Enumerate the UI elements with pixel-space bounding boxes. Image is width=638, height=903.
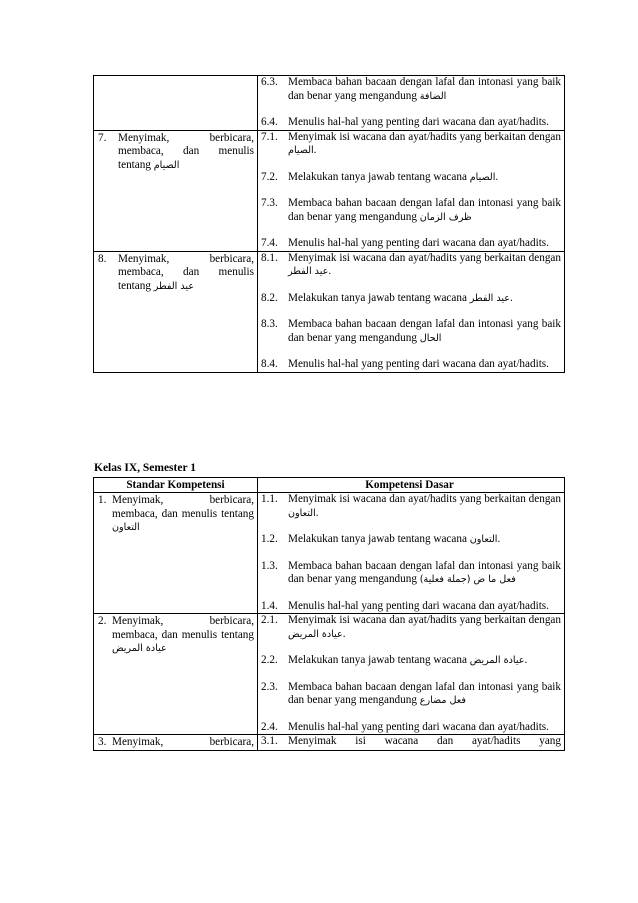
standar-kompetensi-cell xyxy=(94,735,258,751)
kd-item xyxy=(258,560,561,587)
kd-item xyxy=(258,533,561,547)
kompetensi-dasar-cell xyxy=(258,614,565,735)
kd-item xyxy=(258,318,561,345)
sk-number: 2. xyxy=(98,615,107,627)
table-row xyxy=(94,251,565,372)
kompetensi-dasar-cell xyxy=(258,735,565,751)
arabic-term: الحال xyxy=(419,332,442,344)
arabic-term: التعاون xyxy=(288,507,316,519)
kd-text: Membaca bahan bacaan dengan lafal dan intonasi yang baik dan benar yang mengandung الحال xyxy=(288,318,561,344)
kd-number: 8.4. xyxy=(261,358,278,370)
kd-text: Menulis hal-hal yang penting dari wacana dan ayat/hadits. xyxy=(288,720,549,733)
section-caption: Kelas IX, Semester 1 xyxy=(94,462,196,474)
kd-item xyxy=(258,735,561,749)
sk-item xyxy=(94,493,257,535)
kd-number: 1.3. xyxy=(261,559,278,572)
header-kompetensi-dasar: Kompetensi Dasar xyxy=(258,478,565,493)
kd-number: 6.4. xyxy=(261,116,278,128)
arabic-term: الصيام xyxy=(288,145,314,156)
sk-number: 8. xyxy=(98,252,107,265)
kd-item xyxy=(258,654,561,668)
sk-text: Menyimak, berbicara, membaca, dan menulis tentang عيادة المريض xyxy=(112,615,254,654)
kd-number: 2.2. xyxy=(261,654,278,666)
arabic-term: عيادة المريض xyxy=(469,655,525,666)
kd-number: 7.4. xyxy=(261,237,278,249)
kd-item xyxy=(258,252,561,279)
kd-number: 7.1. xyxy=(261,130,278,143)
kd-item xyxy=(258,614,561,641)
competency-table-kelas-ix xyxy=(93,477,565,751)
arabic-term: الضافة xyxy=(419,90,447,102)
kd-text: Membaca bahan bacaan dengan lafal dan intonasi yang baik dan benar yang mengandung ظرف الزمان xyxy=(288,197,561,223)
kd-number: 7.3. xyxy=(261,197,278,209)
sk-item xyxy=(94,131,257,173)
sk-number: 7. xyxy=(98,131,107,144)
kd-number: 1.2. xyxy=(261,533,278,545)
kompetensi-dasar-cell xyxy=(258,251,565,372)
kd-number: 8.1. xyxy=(261,251,278,264)
table-row xyxy=(94,614,565,735)
kd-text: Membaca bahan bacaan dengan lafal dan intonasi yang baik dan benar yang mengandung فعل ما ض (جملة فعلية) xyxy=(288,559,561,585)
sk-item xyxy=(94,614,257,656)
kd-number: 3.1. xyxy=(261,735,278,747)
standar-kompetensi-cell xyxy=(94,76,258,131)
kd-text: Melakukan tanya jawab tentang wacana عيد الفطر. xyxy=(288,291,513,304)
arabic-term: التعاون xyxy=(112,522,140,533)
kd-text: Menulis hal-hal yang penting dari wacana dan ayat/hadits. xyxy=(288,237,549,249)
kd-number: 6.3. xyxy=(261,76,278,88)
kd-item xyxy=(258,197,561,224)
kd-number: 7.2. xyxy=(261,170,278,183)
kd-text: Menyimak isi wacana dan ayat/hadits yang xyxy=(288,735,561,747)
kd-item xyxy=(258,237,561,251)
arabic-term: الصيام xyxy=(469,171,496,183)
arabic-term: عيادة المريض xyxy=(288,628,343,640)
kd-item xyxy=(258,131,561,158)
kd-text: Menulis hal-hal yang penting dari wacana dan ayat/hadits. xyxy=(288,358,549,370)
sk-text: Menyimak, berbicara, xyxy=(112,736,254,748)
table-header-row xyxy=(94,478,565,493)
kd-number: 2.1. xyxy=(261,614,278,626)
kd-number: 1.4. xyxy=(261,599,278,612)
kd-text: Menyimak isi wacana dan ayat/hadits yang berkaitan dengan عيادة المريض. xyxy=(288,614,561,640)
kd-text: Melakukan tanya jawab tentang wacana الصيام. xyxy=(288,170,499,183)
arabic-term: عيد الفطر xyxy=(469,292,511,304)
kd-item xyxy=(258,600,561,614)
standar-kompetensi-cell xyxy=(94,614,258,735)
table-row xyxy=(94,130,565,251)
kd-number: 2.3. xyxy=(261,680,278,693)
arabic-term: فعل ما ض (جملة فعلية) xyxy=(419,574,516,585)
arabic-term: عيادة المريض xyxy=(112,643,167,654)
kd-text: Menulis hal-hal yang penting dari wacana dan ayat/hadits. xyxy=(288,599,549,612)
kompetensi-dasar-cell xyxy=(258,493,565,614)
kd-number: 1.1. xyxy=(261,493,278,505)
kd-text: Menulis hal-hal yang penting dari wacana dan ayat/hadits. xyxy=(288,116,549,128)
table-row xyxy=(94,493,565,614)
kd-number: 2.4. xyxy=(261,720,278,733)
arabic-term: عيد الفطر xyxy=(153,280,195,292)
kompetensi-dasar-cell xyxy=(258,130,565,251)
kd-text: Membaca bahan bacaan dengan lafal dan intonasi yang baik dan benar yang mengandung فعل مضارع xyxy=(288,680,561,706)
kd-text: Menyimak isi wacana dan ayat/hadits yang berkaitan dengan عيد الفطر. xyxy=(288,251,561,277)
competency-table-continued xyxy=(93,75,565,373)
sk-text: Menyimak, berbicara, membaca, dan menulis tentang التعاون xyxy=(112,494,254,533)
kd-text: Melakukan tanya jawab tentang wacana عيادة المريض. xyxy=(288,654,528,666)
sk-number: 3. xyxy=(98,736,107,748)
kd-text: Membaca bahan bacaan dengan lafal dan intonasi yang baik dan benar yang mengandung الضافة xyxy=(288,76,561,102)
arabic-term: عيد الفطر xyxy=(288,266,329,277)
kd-text: Melakukan tanya jawab tentang wacana التعاون. xyxy=(288,533,501,545)
sk-number: 1. xyxy=(98,494,107,506)
arabic-term: ظرف الزمان xyxy=(419,211,472,223)
kd-item xyxy=(258,76,561,103)
kd-item xyxy=(258,681,561,708)
kompetensi-dasar-cell xyxy=(258,76,565,131)
standar-kompetensi-cell xyxy=(94,251,258,372)
kd-number: 8.3. xyxy=(261,318,278,330)
kd-item xyxy=(258,721,561,735)
kd-item xyxy=(258,358,561,372)
sk-text: Menyimak, berbicara, membaca, dan menulis tentang عيد الفطر xyxy=(118,252,254,292)
kd-text: Menyimak isi wacana dan ayat/hadits yang berkaitan dengan التعاون. xyxy=(288,493,561,519)
sk-item xyxy=(94,252,257,294)
table-row xyxy=(94,735,565,751)
standar-kompetensi-cell xyxy=(94,130,258,251)
kd-text: Menyimak isi wacana dan ayat/hadits yang berkaitan dengan الصيام. xyxy=(288,130,561,156)
table-row xyxy=(94,76,565,131)
sk-item xyxy=(94,735,257,750)
standar-kompetensi-cell xyxy=(94,493,258,614)
arabic-term: التعاون xyxy=(469,534,498,545)
header-standar-kompetensi: Standar Kompetensi xyxy=(94,478,258,493)
kd-item xyxy=(258,292,561,306)
kd-number: 8.2. xyxy=(261,291,278,304)
arabic-term: فعل مضارع xyxy=(419,695,467,706)
arabic-term: الصيام xyxy=(153,159,180,171)
kd-item xyxy=(258,116,561,130)
kd-item xyxy=(258,171,561,185)
kd-item xyxy=(258,493,561,520)
sk-text: Menyimak, berbicara, membaca, dan menulis tentang الصيام xyxy=(118,131,254,171)
